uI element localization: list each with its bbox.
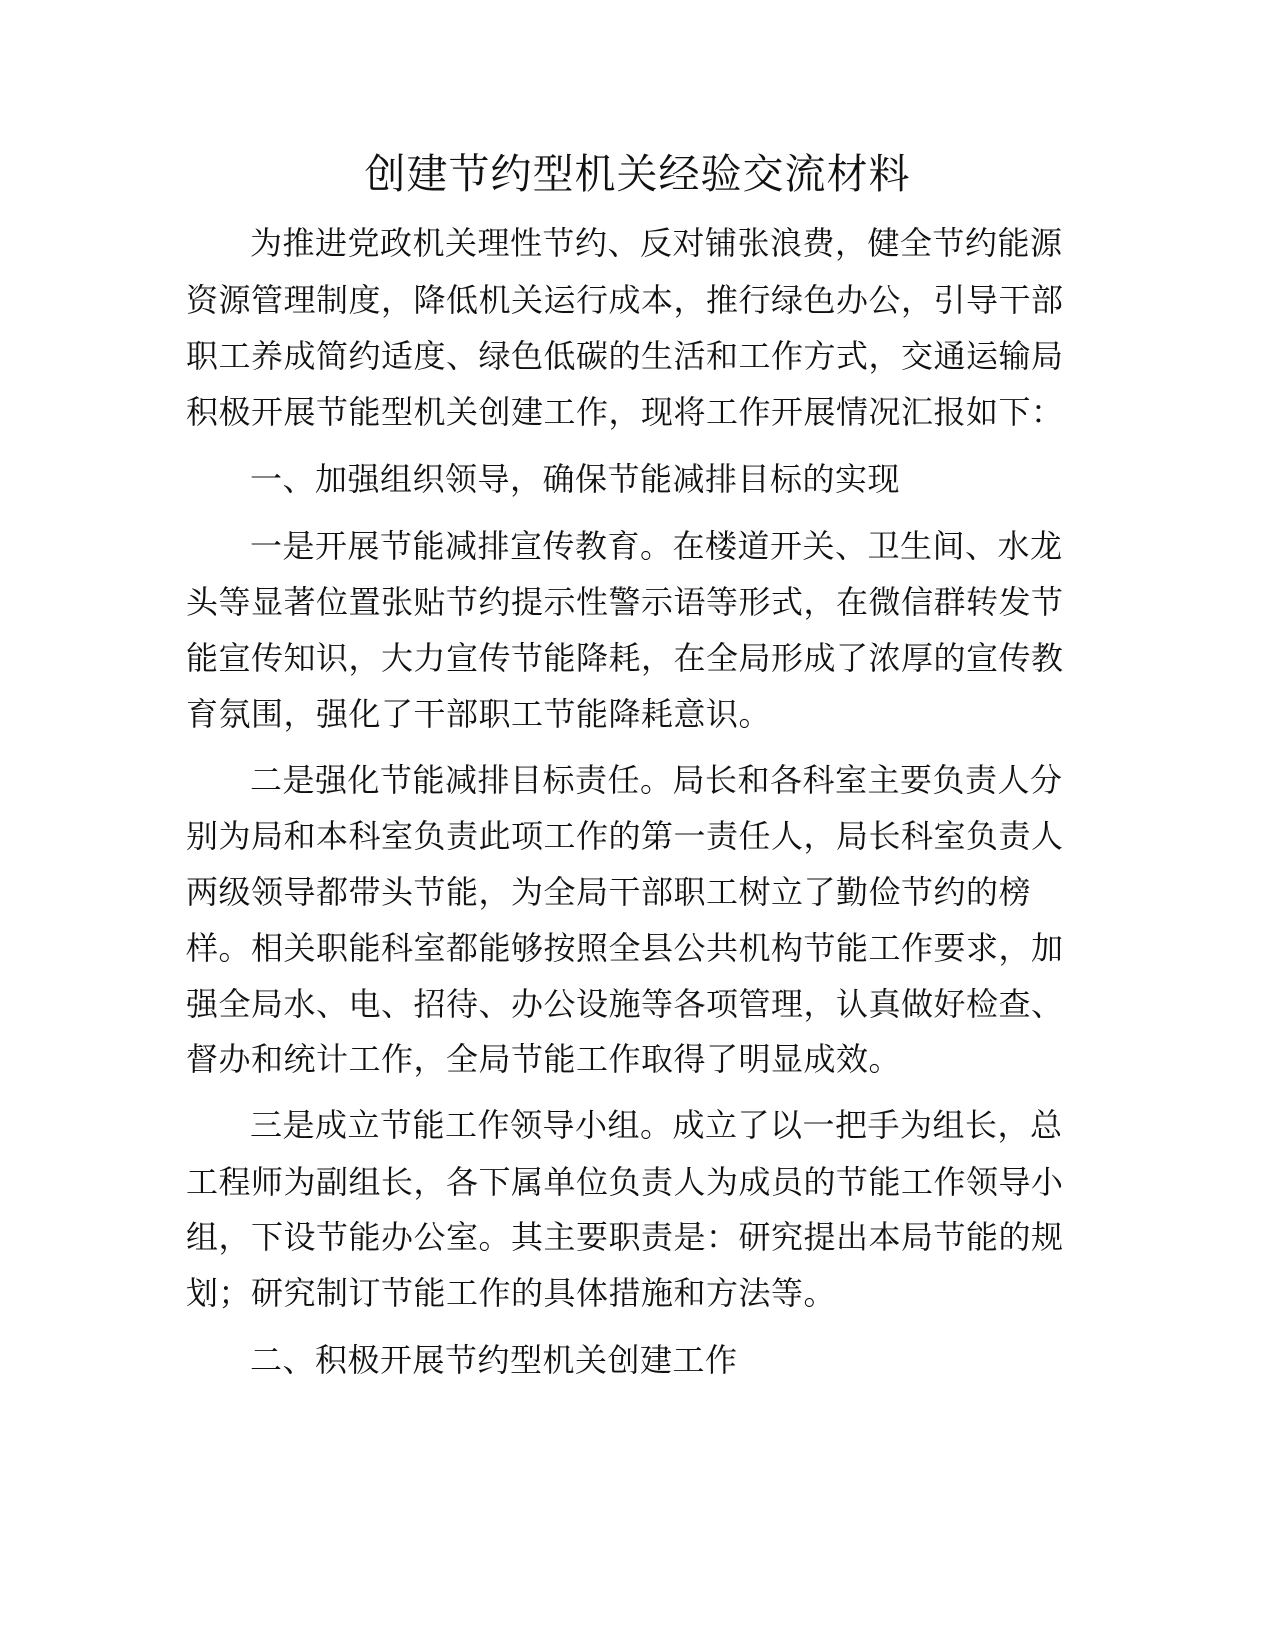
paragraph-line: 两级领导都带头节能，为全局干部职工树立了勤俭节约的榜: [186, 873, 1032, 911]
paragraph-line: 样。相关职能科室都能够按照全县公共机构节能工作要求，加: [186, 929, 1064, 967]
paragraph-line: 督办和统计工作，全局节能工作取得了明显成效。: [186, 1040, 902, 1078]
paragraph-line: 为推进党政机关理性节约、反对铺张浪费，健全节约能源: [250, 224, 1063, 262]
paragraph-line: 能宣传知识，大力宣传节能降耗，在全局形成了浓厚的宣传教: [186, 639, 1064, 677]
paragraph-line: 别为局和本科室负责此项工作的第一责任人，局长科室负责人: [186, 817, 1064, 855]
paragraph-line: 三是成立节能工作领导小组。成立了以一把手为组长，总: [250, 1106, 1063, 1144]
section-heading: 一、加强组织领导，确保节能减排目标的实现: [250, 460, 901, 498]
paragraph-line: 二是强化节能减排目标责任。局长和各科室主要负责人分: [250, 761, 1063, 799]
paragraph-line: 组，下设节能办公室。其主要职责是：研究提出本局节能的规: [186, 1218, 1064, 1256]
paragraph-line: 头等显著位置张贴节约提示性警示语等形式，在微信群转发节: [186, 583, 1064, 621]
section-heading: 二、积极开展节约型机关创建工作: [250, 1341, 738, 1379]
paragraph-line: 育氛围，强化了干部职工节能降耗意识。: [186, 695, 772, 733]
paragraph-line: 工程师为副组长，各下属单位负责人为成员的节能工作领导小: [186, 1163, 1064, 1201]
paragraph-line: 一是开展节能减排宣传教育。在楼道开关、卫生间、水龙: [250, 527, 1063, 565]
paragraph-line: 强全局水、电、招待、办公设施等各项管理，认真做好检查、: [186, 985, 1064, 1023]
document-title: 创建节约型机关经验交流材料: [364, 150, 911, 198]
paragraph-line: 资源管理制度，降低机关运行成本，推行绿色办公，引导干部: [186, 281, 1064, 319]
paragraph-line: 积极开展节能型机关创建工作，现将工作开展情况汇报如下：: [186, 393, 1064, 431]
paragraph-line: 职工养成简约适度、绿色低碳的生活和工作方式，交通运输局: [186, 337, 1064, 375]
paragraph-line: 划；研究制订节能工作的具体措施和方法等。: [186, 1274, 837, 1312]
